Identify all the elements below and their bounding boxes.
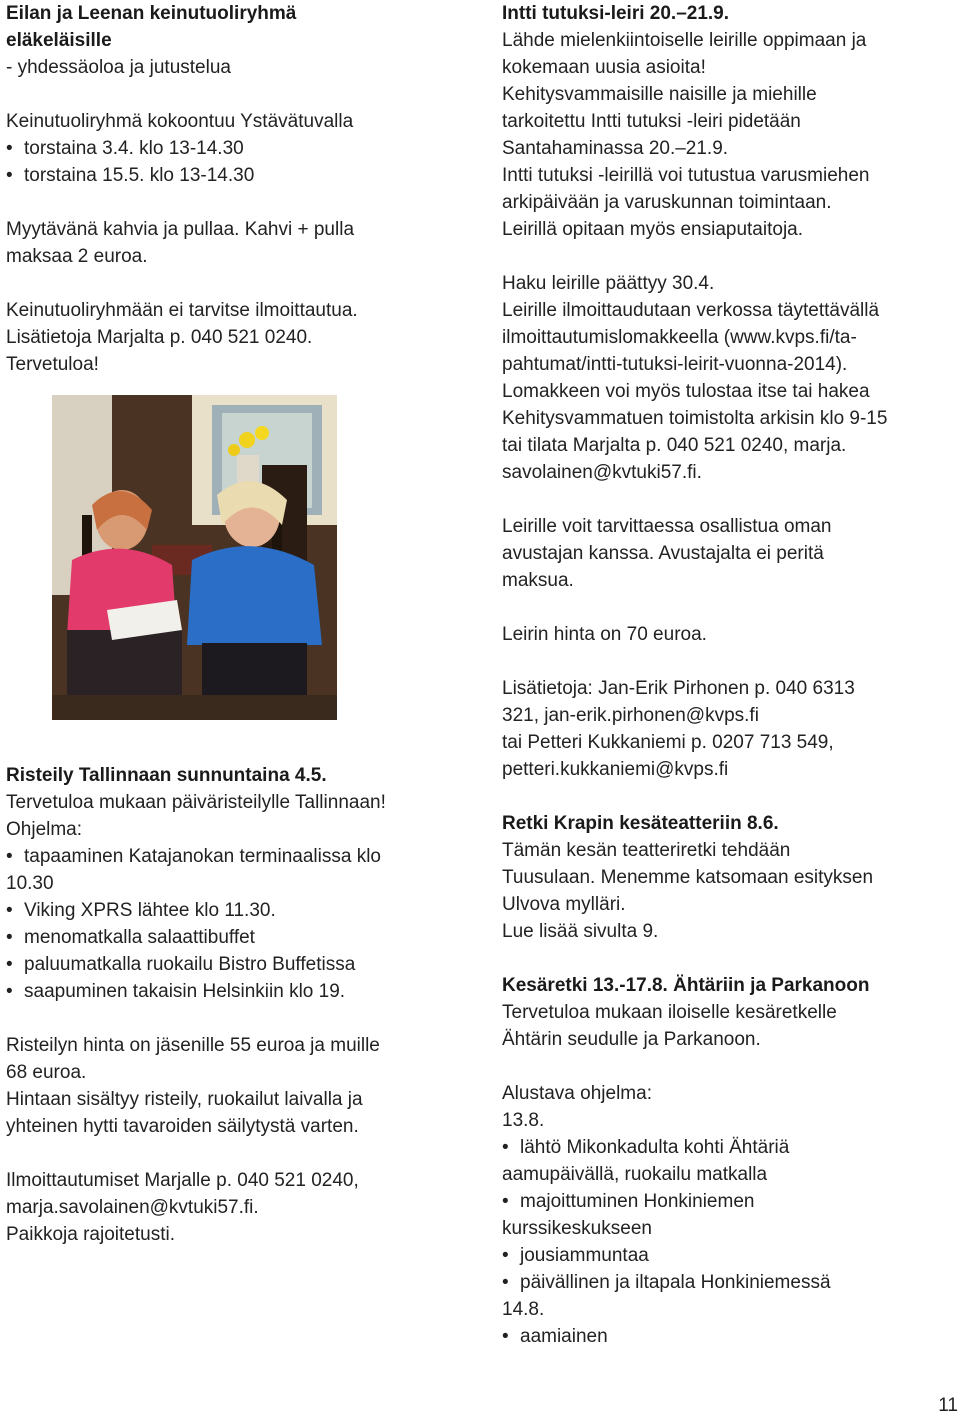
cruise-price-line-1: Risteilyn hinta on jäsenille 55 euroa ja muille: [6, 1035, 380, 1056]
cruise-signup-line-3: Paikkoja rajoitetusti.: [6, 1224, 175, 1245]
summer-program-item: [502, 1188, 958, 1215]
camp-assistant-line: avustajan kanssa. Avustajalta ei peritä: [502, 543, 824, 564]
camp-assistant-line: Leirille voit tarvittaessa osallistua oman: [502, 516, 832, 537]
camp-signup-line: Leirille ilmoittaudutaan verkossa täytettävällä: [502, 300, 880, 321]
summer-program-text: jousiammuntaa: [520, 1245, 649, 1266]
cruise-price-line-2: 68 euroa.: [6, 1062, 87, 1083]
cruise-program-text: tapaaminen Katajanokan terminaalissa klo: [24, 846, 381, 867]
camp-signup-line: tai tilata Marjalta p. 040 521 0240, marja.: [502, 435, 847, 456]
camp-assistant-line: maksua.: [502, 570, 574, 591]
rocking-chair-group-section: [6, 0, 466, 378]
meet-date-text: torstaina 15.5. klo 13-14.30: [24, 165, 255, 186]
camp-signup-line: ilmoittautumislomakkeella (www.kvps.fi/ta-: [502, 327, 857, 348]
camp-signup-line: Haku leirille päättyy 30.4.: [502, 273, 715, 294]
summer-body-line: Tervetuloa mukaan iloiselle kesäretkelle: [502, 1002, 837, 1023]
bullet-icon: •: [6, 165, 13, 186]
summer-trip-section: [502, 972, 958, 1350]
cruise-program-label: Ohjelma:: [6, 819, 83, 840]
bullet-icon: •: [6, 954, 13, 975]
theatre-body-line: Ulvova mylläri.: [502, 894, 626, 915]
bullet-icon: •: [502, 1272, 509, 1293]
camp-contact-line: Lisätietoja: Jan-Erik Pirhonen p. 040 6313: [502, 678, 855, 699]
meet-date-item: [6, 135, 466, 162]
bullet-icon: •: [6, 846, 13, 867]
group-title-line-1: Eilan ja Leenan keinutuoliryhmä: [6, 3, 297, 24]
cruise-program-text: Viking XPRS lähtee klo 11.30.: [24, 900, 276, 921]
camp-body-line: tarkoitettu Intti tutuksi -leiri pidetään: [502, 111, 801, 132]
theatre-title: Retki Krapin kesäteatteriin 8.6.: [502, 813, 779, 834]
bullet-icon: •: [502, 1137, 509, 1158]
cruise-signup-line-2: marja.savolainen@kvtuki57.fi.: [6, 1197, 259, 1218]
theatre-body-line: Tämän kesän teatteriretki tehdään: [502, 840, 791, 861]
cruise-program-item: [6, 843, 466, 870]
coffee-line-1: Myytävänä kahvia ja pullaa. Kahvi + pulla: [6, 219, 355, 240]
summer-program-label: Alustava ohjelma:: [502, 1083, 652, 1104]
summer-program-item: [502, 1323, 958, 1350]
cruise-price-line-3: Hintaan sisältyy risteily, ruokailut laivalla ja: [6, 1089, 363, 1110]
group-subtitle: - yhdessäoloa ja jutustelua: [6, 57, 231, 78]
camp-contact-line: petteri.kukkaniemi@kvps.fi: [502, 759, 729, 780]
summer-program-item: [502, 1242, 958, 1269]
photo-illustration: [52, 395, 337, 720]
info-line-3: Tervetuloa!: [6, 354, 99, 375]
camp-title: Intti tutuksi-leiri 20.–21.9.: [502, 3, 730, 24]
cruise-price-line-4: yhteinen hytti tavaroiden säilytystä varten.: [6, 1116, 359, 1137]
cruise-program-text: paluumatkalla ruokailu Bistro Buffetissa: [24, 954, 356, 975]
summer-program-text: päivällinen ja iltapala Honkiniemessä: [520, 1272, 831, 1293]
camp-body-line: Leirillä opitaan myös ensiaputaitoja.: [502, 219, 804, 240]
camp-contact-line: 321, jan-erik.pirhonen@kvps.fi: [502, 705, 759, 726]
camp-signup-line: Lomakkeen voi myös tulostaa itse tai hakea: [502, 381, 870, 402]
summer-program-text: majoittuminen Honkiniemen: [520, 1191, 755, 1212]
meet-intro: Keinutuoliryhmä kokoontuu Ystävätuvalla: [6, 111, 354, 132]
bullet-icon: •: [6, 138, 13, 159]
summer-program-item: [502, 1269, 958, 1296]
camp-body-line: arkipäivään ja varuskunnan toimintaan.: [502, 192, 832, 213]
camp-body-line: Lähde mielenkiintoiselle leirille oppimaan ja: [502, 30, 867, 51]
cruise-program-item: [6, 897, 466, 924]
theatre-section: [502, 810, 958, 945]
summer-program-text: aamiainen: [520, 1326, 608, 1347]
summer-body-line: Ähtärin seudulle ja Parkanoon.: [502, 1029, 761, 1050]
cruise-signup-line-1: Ilmoittautumiset Marjalle p. 040 521 0240,: [6, 1170, 359, 1191]
cruise-program-item: [6, 924, 466, 951]
cruise-title: Risteily Tallinnaan sunnuntaina 4.5.: [6, 765, 327, 786]
bullet-icon: •: [502, 1191, 509, 1212]
group-title-line-2: eläkeläisille: [6, 30, 112, 51]
camp-contact-line: tai Petteri Kukkaniemi p. 0207 713 549,: [502, 732, 834, 753]
bullet-icon: •: [6, 981, 13, 1002]
camp-body-line: Intti tutuksi -leirillä voi tutustua varusmiehen: [502, 165, 870, 186]
page-number: 11: [938, 1395, 958, 1416]
camp-signup-line: savolainen@kvtuki57.fi.: [502, 462, 702, 483]
summer-program-text: lähtö Mikonkadulta kohti Ähtäriä: [520, 1137, 790, 1158]
coffee-line-2: maksaa 2 euroa.: [6, 246, 148, 267]
info-line-1: Keinutuoliryhmään ei tarvitse ilmoittautua.: [6, 300, 358, 321]
summer-title: Kesäretki 13.-17.8. Ähtäriin ja Parkanoon: [502, 975, 870, 996]
bullet-icon: •: [6, 927, 13, 948]
theatre-body-line: Lue lisää sivulta 9.: [502, 921, 659, 942]
cruise-program-item: [6, 951, 466, 978]
theatre-body-line: Tuusulaan. Menemme katsomaan esityksen: [502, 867, 874, 888]
cruise-program-text: saapuminen takaisin Helsinkiin klo 19.: [24, 981, 346, 1002]
right-column: [502, 0, 958, 1350]
cruise-section: [6, 762, 466, 1248]
info-line-2: Lisätietoja Marjalta p. 040 521 0240.: [6, 327, 313, 348]
meet-date-text: torstaina 3.4. klo 13-14.30: [24, 138, 244, 159]
summer-program-continuation: kurssikeskukseen: [502, 1218, 652, 1239]
camp-section: [502, 0, 958, 783]
summer-day-2: 14.8.: [502, 1299, 545, 1320]
camp-price: Leirin hinta on 70 euroa.: [502, 624, 707, 645]
cruise-program-continuation: 10.30: [6, 873, 54, 894]
cruise-program-item: [6, 978, 466, 1005]
summer-program-continuation: aamupäivällä, ruokailu matkalla: [502, 1164, 768, 1185]
cruise-program-text: menomatkalla salaattibuffet: [24, 927, 255, 948]
cruise-welcome: Tervetuloa mukaan päiväristeilylle Tallinnaan!: [6, 792, 386, 813]
meet-date-item: [6, 162, 466, 189]
bullet-icon: •: [502, 1245, 509, 1266]
rocking-chair-photo: [52, 395, 337, 720]
camp-body-line: Santahaminassa 20.–21.9.: [502, 138, 729, 159]
camp-body-line: Kehitysvammaisille naisille ja miehille: [502, 84, 817, 105]
summer-day-1: 13.8.: [502, 1110, 545, 1131]
summer-program-item: [502, 1134, 958, 1161]
bullet-icon: •: [6, 900, 13, 921]
camp-body-line: kokemaan uusia asioita!: [502, 57, 706, 78]
camp-signup-line: pahtumat/intti-tutuksi-leirit-vuonna-2014).: [502, 354, 848, 375]
bullet-icon: •: [502, 1326, 509, 1347]
camp-signup-line: Kehitysvammatuen toimistolta arkisin klo 9-15: [502, 408, 888, 429]
